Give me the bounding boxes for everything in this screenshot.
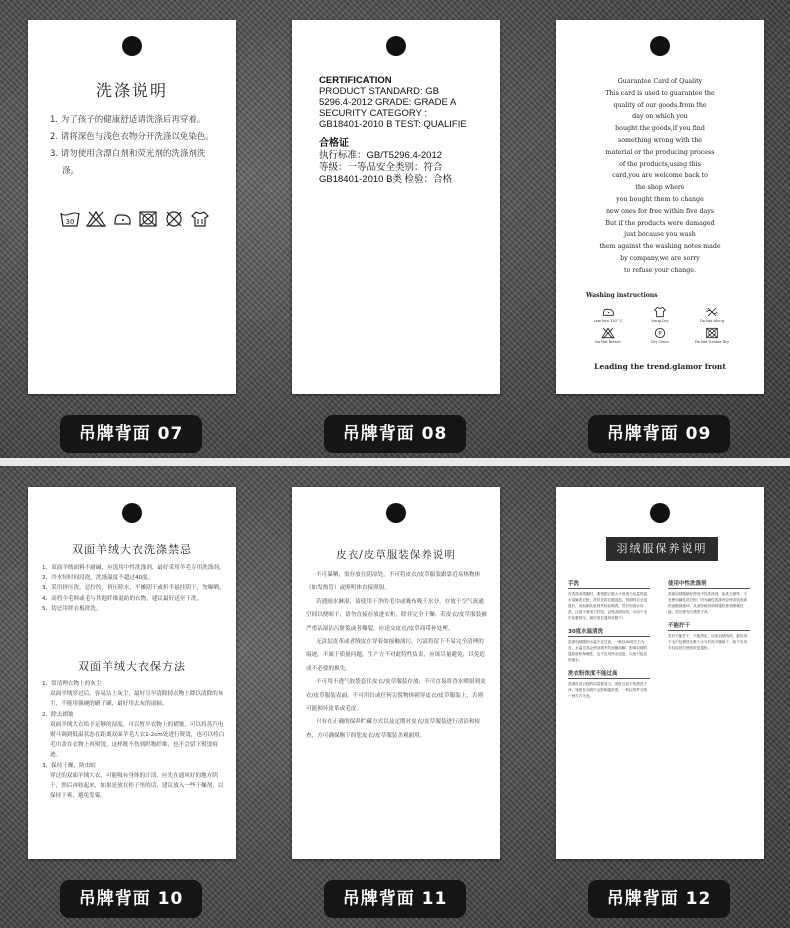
label-08: 吊牌背面 08 — [324, 415, 466, 453]
tag09-body-line: material or the producing process — [605, 148, 715, 156]
tag11-paragraph: 若遇雨水淋湿，请使用干净的毛巾或吸布吸干水分，存放于空气流通空间以便晾干，请勿直接存放进衣柜，除非完全干燥：若皮衣/皮草服装被严重沾湿沾污脏裂或者爆裂，应送交皮衣/皮草商带补处理。 — [306, 598, 487, 632]
tag08-en-line: PRODUCT STANDARD: GB — [319, 86, 439, 97]
label-11: 吊牌背面 11 — [324, 880, 466, 918]
tag07-title: 洗涤说明 — [95, 81, 168, 100]
tag12-section-title: 30度水温清洗 — [568, 627, 650, 637]
tag09-body-line: you bought them to change — [616, 195, 704, 203]
tag08-cn-line: GB18401-2010 B类 检验：合格 — [319, 174, 453, 185]
hang-tag-12 — [556, 487, 764, 859]
tag12-left-column — [568, 579, 650, 705]
tag09-body-line: But if the products were damaged — [605, 219, 715, 227]
tag10-item: 2、冷水短时间浸泡，洗涤温度不超过40度。 — [42, 575, 154, 582]
washing-item — [686, 306, 738, 323]
iron-low-icon — [112, 210, 132, 228]
tag10-item: 1、双面羊绒面料不耐碱，应选用中性洗涤剂，最好采用羊毛专用洗涤剂。 — [42, 565, 225, 571]
tag10-heading-2: 双面羊绒大衣保方法 — [78, 660, 186, 673]
no-bleach-icon — [601, 327, 615, 339]
hang-tag-07 — [28, 20, 236, 394]
washing-item — [582, 306, 634, 323]
tag09-body-line: This card is used to guarantee the — [605, 89, 715, 97]
washing-item-label: Do Not Tumble Dry — [695, 340, 729, 344]
tag11-body — [306, 569, 488, 743]
label-07: 吊牌背面 07 — [60, 415, 202, 453]
washing-item-label: Do Not Bleach — [595, 340, 621, 344]
tag-hole — [650, 36, 670, 56]
hang-tag-09 — [556, 20, 764, 394]
tag10-item-head: 3、保持干燥，防虫蛀 — [42, 762, 96, 769]
tag-hole — [122, 36, 142, 56]
tag12-section-title: 使用中性洗涤剂 — [668, 579, 750, 589]
tag09-guarantee-text — [566, 76, 754, 277]
no-dry-clean-icon — [164, 210, 184, 228]
wash-temp: 30 — [65, 218, 75, 226]
tag10-list-1 — [42, 563, 226, 614]
washing-item-label: Do Not Wring — [700, 319, 724, 323]
dry-clean-icon — [653, 327, 667, 339]
tag07-care-icons — [60, 210, 210, 228]
tag08-cn-heading: 合格证 — [319, 138, 349, 149]
svg-text:P: P — [658, 331, 662, 337]
washing-item — [686, 327, 738, 344]
tag10-item: 3、采用挤压洗，忌拧绞，挤压除水，平摊阴干或折半悬挂阴干，勿曝晒。 — [42, 585, 225, 592]
tag09-body-line: to refuse your change. — [624, 266, 696, 274]
tag07-item: 1. 为了孩子的健康舒适请洗涤后再穿着。 — [50, 115, 206, 125]
hang-dry-icon — [653, 306, 667, 318]
hang-dry-icon — [190, 210, 210, 228]
tag12-banner: 羽绒服保养说明 — [606, 537, 718, 561]
tag12-section-title: 洗衣粉浓度不能过高 — [568, 669, 650, 679]
hang-tag-10 — [28, 487, 236, 859]
tag12-section-text: 洗涤羽绒服的水温不宜过高，一般以30度左右为宜，水温过高会使羽绒中的油脂溶解，影响羽绒的蓬松度和保暖性，也不宜用热水浸泡，以免引起变形缩水。 — [568, 640, 648, 662]
tag09-body-line: new ones for free within five days — [605, 207, 715, 215]
tag11-paragraph: 不可用不透气胶袋套住皮衣/皮草服装存放，不可直接将香水喷射到皮衣/皮草服装表面。不可用针或任何尖锐物体刺穿皮衣/皮草服装上，否则可能损坏皮革或毛皮。 — [306, 679, 486, 713]
tag09-body-line: by company,we are sorry — [620, 254, 700, 262]
tag10-item-head: 1、常清理衣物上的灰尘 — [42, 681, 102, 687]
tag12-right-column — [668, 579, 750, 657]
label-10: 吊牌背面 10 — [60, 880, 202, 918]
tag07-item: 2. 请将深色与浅色衣物分开洗涤以免染色。 — [50, 132, 214, 142]
washing-item — [634, 306, 686, 323]
tag-hole — [122, 503, 142, 523]
hang-tag-08 — [292, 20, 500, 394]
tag09-body-line: Guarantee Card of Quality — [617, 78, 703, 85]
no-tumble-dry-icon — [138, 210, 158, 228]
tag10-item-head: 2、除去褶皱 — [42, 711, 74, 718]
tag10-item-body: 双面羊绒大衣给予足够的湿度，可以暂平衣物上的褶皱，可以将蒸汽电熨斗调到低温状态在距离双面羊毛大衣1-2cm处进行熨烫，也可以将白毛巾盖在衣物上再熨烫，这样既不伤到织物纤维，也不会留下熨烫痕迹。 — [50, 721, 225, 759]
tag09-body-line: them against the washing notes made — [599, 243, 721, 251]
tag10-item-body: 双面羊绒穿过后，容易沾上灰尘，最好尽早清除掉衣物上降以清除的灰尘，不能用强硬的刷子刷，最好用去灰的滚轴。 — [50, 691, 224, 708]
tag-hole — [386, 36, 406, 56]
wash-30-icon — [60, 210, 80, 228]
tag08-en-heading: CERTIFICATION — [319, 75, 392, 86]
tag07-instructions — [50, 112, 222, 180]
tag09-body-line: of the products,using this — [619, 160, 701, 168]
washing-item-label: Dry Clean — [651, 340, 669, 344]
tag09-body-line: quality of our goods.from the — [613, 101, 707, 109]
tag08-content — [319, 75, 489, 186]
hang-tag-11 — [292, 487, 500, 859]
tag07-item: 3. 请勿使用含漂白剂和荧光剂的洗涤剂洗涤。 — [50, 149, 206, 176]
tag12-section-title: 不能拧干 — [668, 621, 750, 631]
tag11-title: 皮衣/皮草服装保养说明 — [336, 549, 456, 561]
tag10-heading-1: 双面羊绒大衣洗涤禁忌 — [72, 543, 192, 556]
tag09-body-line: bought the goods,if you find — [615, 125, 705, 133]
label-09: 吊牌背面 09 — [588, 415, 730, 453]
tag09-body-line: day on which you — [632, 113, 688, 121]
tag08-cn-line: 执行标准：GB/T5296.4-2012 — [319, 150, 443, 161]
washing-item — [582, 327, 634, 344]
tag12-section-text: 洗涤羽绒服最好使用中性洗涤剂，如洗衣液等，不宜使用碱性洗衣粉，因为碱性洗涤剂会使羽绒表面的油脂被破坏，从而影响羽绒的蓬松度和保暖性能，洗后要充分漂洗干净。 — [668, 592, 748, 614]
tag12-section-title: 手洗 — [568, 579, 650, 589]
tag10-item-body: 穿过的双面羊绒大衣，可能吸有身体的汗渍，应先在通风好的地方阴干，然后再收起来，如果是放在柜子里的话，建议放入一些干燥剂，以保持干爽，避免发霉。 — [50, 772, 224, 800]
tag10-item: 4、高档全毛料或毛与其他纤维混纺的衣物，建议最好送至干洗。 — [42, 595, 203, 602]
tag12-section-text: 洗涤时洗衣粉的用量要适当，浓度过高不易漂洗干净，残留在羽绒中会影响蓬松度，一般以每件衣物一两左右为宜。 — [568, 682, 648, 698]
tag08-en-line: SECURITY CATEGORY : — [319, 108, 428, 119]
tag08-en-line: GB18401-2010 B TEST: QUALIFIE — [319, 119, 467, 130]
tag09-body-line: the shop where — [635, 184, 685, 192]
washing-item — [634, 327, 686, 344]
tag-hole — [386, 503, 406, 523]
tag11-paragraph: 只有在正确的保养贮藏方式以及定期对皮衣/皮草服装进行清洁和检查，方可确保衡下的您皮衣/皮草服装美观耐用。 — [306, 719, 481, 739]
panel-divider — [0, 458, 790, 466]
tag08-cn-line: 等级：一等品安全类别：符合 — [319, 162, 443, 173]
tag11-paragraph: 无涂层皮革或者绒皮在穿着如接触油污，污渍将留下不易完全清理的痕迹。不属于质量问题，生产方不对此特性负责，应该尽量避免，以免造成不必要的损失。 — [306, 639, 486, 672]
no-wring-icon — [705, 306, 719, 318]
label-12: 吊牌背面 12 — [588, 880, 730, 918]
tag11-paragraph: 不可暴晒，需存放在阴凉处，不可将皮衣/皮草服装跟靠近易热物体（如发热管）或照明体直接照射。 — [306, 572, 481, 592]
no-tumble-dry-icon — [705, 327, 719, 339]
tag-hole — [650, 503, 670, 523]
tag10-list-2 — [42, 679, 226, 801]
tag12-section-text: 在洗涤羽绒服时，要根据衣服大小用适当倍量的温水溶解洗衣粉，洗时先将衣服浸泡，待面料完全浸透后，用软刷从里到外轻轻刷洗，然后用清水冲洗，注意不要用力拧绞，以免羽绒结块，可用干毛巾包裹挤压，最后放在通风处阴干。 — [568, 592, 648, 620]
tag09-body-line: just because you wash — [624, 231, 696, 239]
tag09-body-line: something wrong with the — [618, 136, 702, 144]
tag10-item: 5、切忌用搓衣板搓洗。 — [42, 605, 102, 612]
tag08-en-line: 5296.4-2012 GRADE: GRADE A — [319, 97, 457, 108]
tag12-section-text: 洗后不能拧干，只能挤压，以免羽绒结块，最好用干毛巾包裹挤压吸干水分后再平摊晾干，晾干后用手轻轻拍打使其恢复蓬松。 — [668, 634, 748, 650]
tag09-washing-title: Washing instructions — [586, 292, 658, 299]
washing-item-label: Hang Dry — [651, 319, 669, 323]
no-bleach-icon — [86, 210, 106, 228]
tag09-body-line: card,you are welcome back to — [612, 172, 708, 180]
iron-low-icon — [601, 306, 615, 318]
tag09-footer: Leading the trend.glamor front — [594, 362, 726, 371]
tag09-washing-grid — [582, 306, 738, 344]
washing-item-label: Low Iron 110° C — [593, 319, 623, 323]
